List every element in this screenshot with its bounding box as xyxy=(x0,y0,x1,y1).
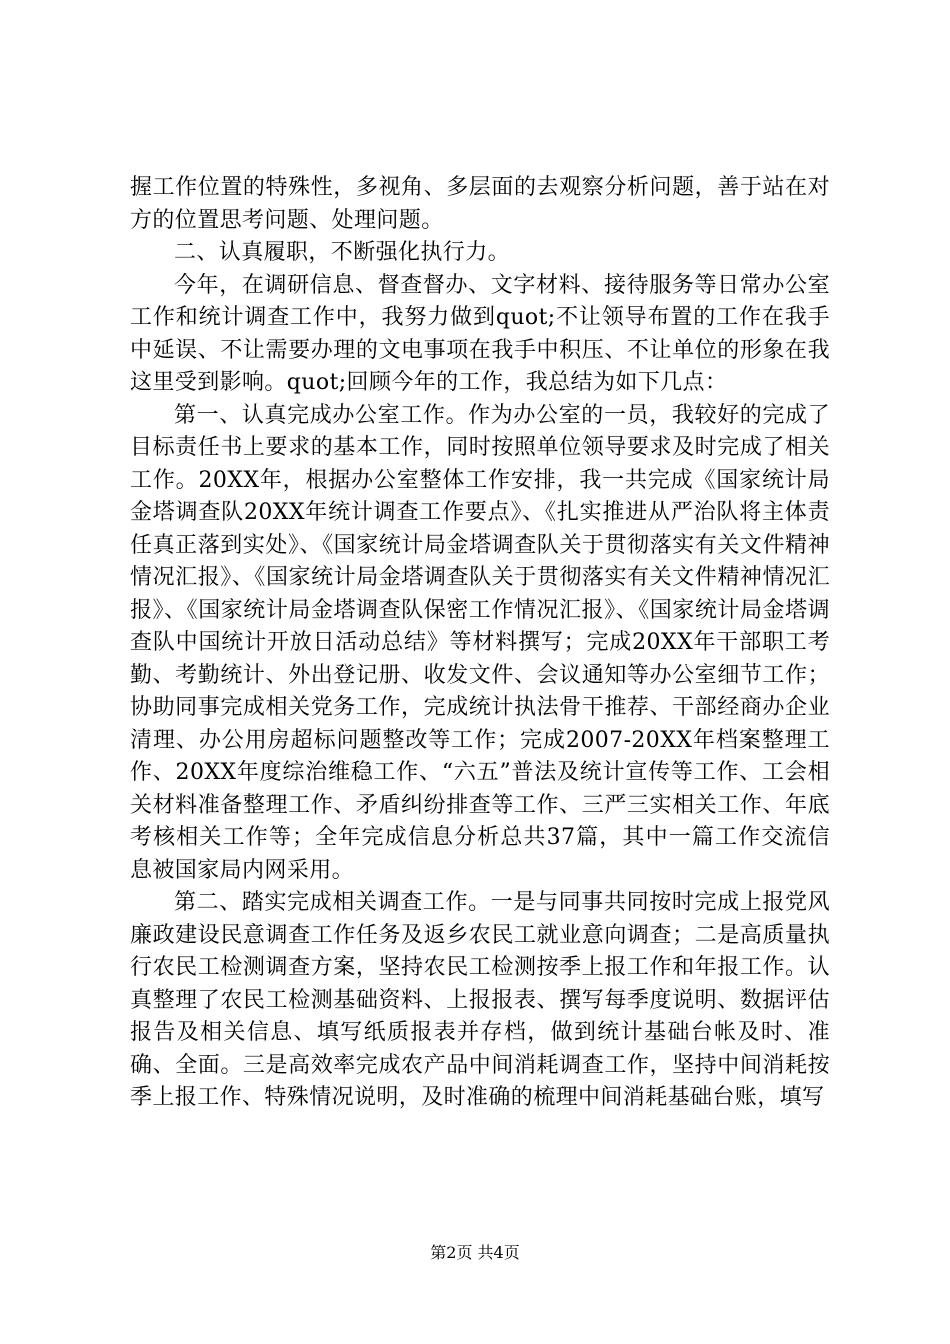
paragraph-continuation: 握工作位置的特殊性，多视角、多层面的去观察分析问题，善于站在对方的位置思考问题、处理问题。 xyxy=(130,175,830,233)
document-body xyxy=(130,172,830,1115)
paragraph-survey-work: 第二、踏实完成相关调查工作。一是与同事共同按时完成上报党风廉政建设民意调查工作任务及返乡农民工就业意向调查；二是高质量执行农民工检测调查方案，坚持农民工检测按季上报工作和年报工作。认真整理了农民工检测基础资料、上报报表、撰写每季度说明、数据评估报告及相关信息、填写纸质报表并存档，做到统计基础台帐及时、准确、全面。三是高效率完成农产品中间消耗调查工作，坚持中间消耗按季上报工作、特殊情况说明，及时准确的梳理中间消耗基础台账，填写 xyxy=(130,890,830,1110)
paragraph-office-work: 第一、认真完成办公室工作。作为办公室的一员，我较好的完成了目标责任书上要求的基本工作，同时按照单位领导要求及时完成了相关工作。20XX年，根据办公室整体工作安排，我一共完成《国家统计局金塔调查队20XX年统计调查工作要点》、《扎实推进从严治队将主体责任真正落到实处》、《国家统计局金塔调查队关于贯彻落实有关文件精神情况汇报》、《国家统计局金塔调查队关于贯彻落实有关文件精神情况汇报》、《国家统计局金塔调查队保密工作情况汇报》、《国家统计局金塔调查队中国统计开放日活动总结》等材料撰写；完成20XX年干部职工考勤、考勤统计、外出登记册、收发文件、会议通知等办公室细节工作；协助同事完成相关党务工作，完成统计执法骨干推荐、干部经商办企业清理、办公用房超标问题整改等工作；完成2007-20XX年档案整理工作、20XX年度综治维稳工作、“六五”普法及统计宣传等工作、工会相关材料准备整理工作、矛盾纠纷排查等工作、三严三实相关工作、年底考核相关工作等；全年完成信息分析总共37篇，其中一篇工作交流信息被国家局内网采用。 xyxy=(130,402,830,883)
page-footer: 第2页 共4页 xyxy=(430,1243,520,1262)
section-heading: 二、认真履职，不断强化执行力。 xyxy=(174,240,511,265)
paragraph-intro: 今年，在调研信息、督查督办、文字材料、接待服务等日常办公室工作和统计调查工作中，我努力做到quot;不让领导布置的工作在我手中延误、不让需要办理的文电事项在我手中积压、不让单位的形象在我这里受到影响。quot;回顾今年的工作，我总结为如下几点： xyxy=(130,272,830,395)
